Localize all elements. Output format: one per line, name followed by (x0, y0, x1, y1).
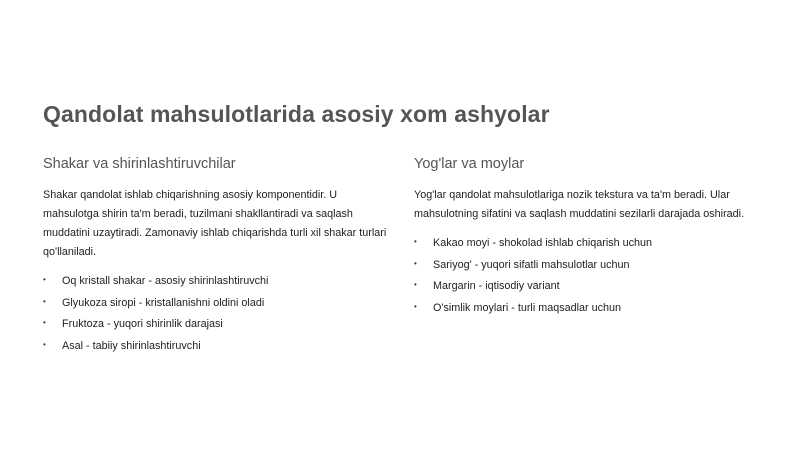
bullet-dot-icon: • (43, 275, 46, 284)
fats-bullet-text: Kakao moyi - shokolad ishlab chiqarish uchun (433, 237, 653, 249)
bullet-dot-icon: • (43, 296, 46, 306)
fats-bullet-item (414, 233, 759, 255)
sugar-column (43, 156, 388, 357)
sugar-bullet-list (43, 271, 388, 357)
bullet-dot-icon: • (43, 339, 46, 349)
slide-title: Qandolat mahsulotlarida asosiy xom ashyolar (43, 101, 550, 127)
sugar-heading: Shakar va shirinlashtiruvchilar (43, 156, 236, 172)
sugar-bullet-text: Asal - tabiiy shirinlashtiruvchi (62, 339, 201, 352)
bullet-dot-icon: • (43, 318, 46, 327)
sugar-bullet-item (43, 314, 388, 336)
sugar-bullet-text: Glyukoza siropi - kristallanishni oldini oladi (62, 296, 265, 309)
fats-paragraph: Yog'lar qandolat mahsulotlariga nozik tekstura va ta'm beradi. Ular mahsulotning sifatini va saqlash muddatini sezilarli darajada oshiradi. (414, 189, 745, 220)
fats-bullet-item (414, 298, 759, 320)
sugar-paragraph: Shakar qandolat ishlab chiqarishning asosiy komponentidir. U mahsulotga shirin ta'm beradi, tuzilmani shakllantiradi va saqlash muddatini uzaytiradi. Zamonaviy ishlab chiqarishda turli xil shakar turlari qo'llaniladi. (43, 189, 387, 258)
bullet-dot-icon: • (414, 258, 417, 268)
bullet-dot-icon: • (414, 280, 417, 289)
sugar-bullet-item (43, 293, 388, 315)
sugar-bullet-text: Fruktoza - yuqori shirinlik darajasi (62, 318, 223, 330)
fats-bullet-item (414, 276, 759, 298)
fats-column (414, 156, 759, 319)
fats-bullet-text: O'simlik moylari - turli maqsadlar uchun (433, 301, 622, 314)
sugar-bullet-text: Oq kristall shakar - asosiy shirinlashtiruvchi (62, 275, 269, 287)
fats-heading: Yog'lar va moylar (414, 156, 525, 172)
fats-bullet-item (414, 255, 759, 277)
bullet-dot-icon: • (414, 301, 417, 311)
fats-bullet-list (414, 233, 759, 319)
sugar-bullet-item (43, 336, 388, 358)
fats-bullet-text: Margarin - iqtisodiy variant (433, 280, 560, 292)
sugar-bullet-item (43, 271, 388, 293)
fats-bullet-text: Sariyog' - yuqori sifatli mahsulotlar uchun (433, 258, 630, 271)
bullet-dot-icon: • (414, 237, 417, 246)
